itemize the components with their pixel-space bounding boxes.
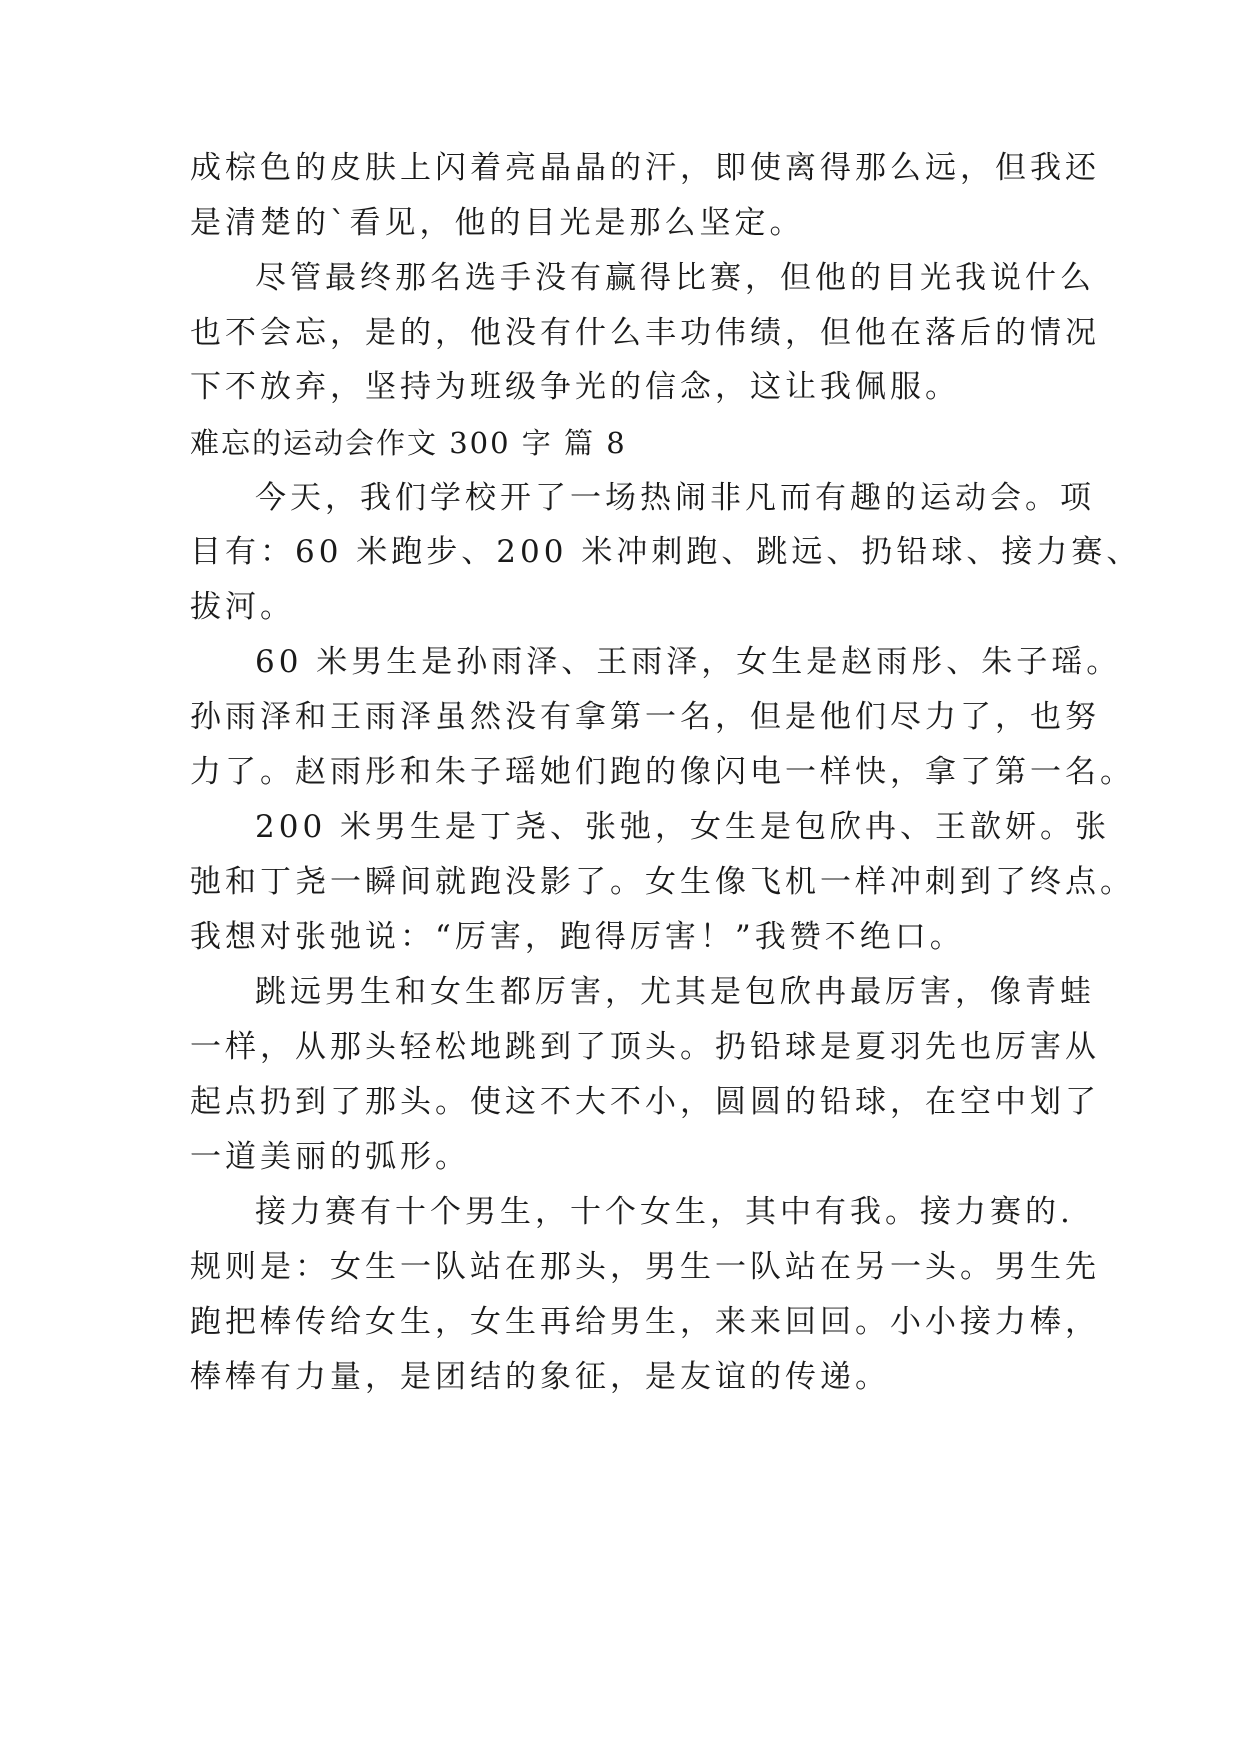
paragraph-start: 跳远男生和女生都厉害，尤其是包欣冉最厉害，像青蛙 — [255, 974, 1095, 1010]
paragraph-start: 接力赛有十个男生，十个女生，其中有我。接力赛的. — [255, 1194, 1074, 1230]
paragraph-start: 尽管最终那名选手没有赢得比赛，但他的目光我说什么 — [255, 260, 1095, 296]
text-line: 目有：60 米跑步、200 米冲刺跑、跳远、扔铅球、接力赛、 — [190, 534, 1142, 570]
text-line: 成棕色的皮肤上闪着亮晶晶的汗，即使离得那么远，但我还 — [190, 150, 1100, 186]
section-heading: 难忘的运动会作文 300 字 篇 8 — [190, 426, 627, 460]
text-line: 下不放弃，坚持为班级争光的信念，这让我佩服。 — [190, 369, 960, 405]
paragraph-start: 今天，我们学校开了一场热闹非凡而有趣的运动会。项 — [255, 480, 1095, 516]
text-line: 是清楚的`看见，他的目光是那么坚定。 — [190, 205, 805, 241]
text-line: 拔河。 — [190, 589, 295, 625]
text-line: 规则是：女生一队站在那头，男生一队站在另一头。男生先 — [190, 1249, 1100, 1285]
text-line: 棒棒有力量，是团结的象征，是友谊的传递。 — [190, 1359, 890, 1395]
text-line: 弛和丁尧一瞬间就跑没影了。女生像飞机一样冲刺到了终点。 — [190, 864, 1135, 900]
paragraph-start: 60 米男生是孙雨泽、王雨泽，女生是赵雨彤、朱子瑶。 — [255, 644, 1122, 680]
text-line: 孙雨泽和王雨泽虽然没有拿第一名，但是他们尽力了，也努 — [190, 699, 1100, 735]
paragraph-start: 200 米男生是丁尧、张弛，女生是包欣冉、王歆妍。张 — [255, 809, 1111, 845]
text-line: 跑把棒传给女生，女生再给男生，来来回回。小小接力棒， — [190, 1304, 1100, 1340]
text-line: 一样，从那头轻松地跳到了顶头。扔铅球是夏羽先也厉害从 — [190, 1029, 1100, 1065]
text-line: 一道美丽的弧形。 — [190, 1139, 470, 1175]
text-line: 起点扔到了那头。使这不大不小，圆圆的铅球，在空中划了 — [190, 1084, 1100, 1120]
text-line: 我想对张弛说：“厉害，跑得厉害！”我赞不绝口。 — [190, 919, 965, 955]
text-line: 也不会忘，是的，他没有什么丰功伟绩，但他在落后的情况 — [190, 315, 1100, 351]
text-line: 力了。赵雨彤和朱子瑶她们跑的像闪电一样快，拿了第一名。 — [190, 754, 1135, 790]
